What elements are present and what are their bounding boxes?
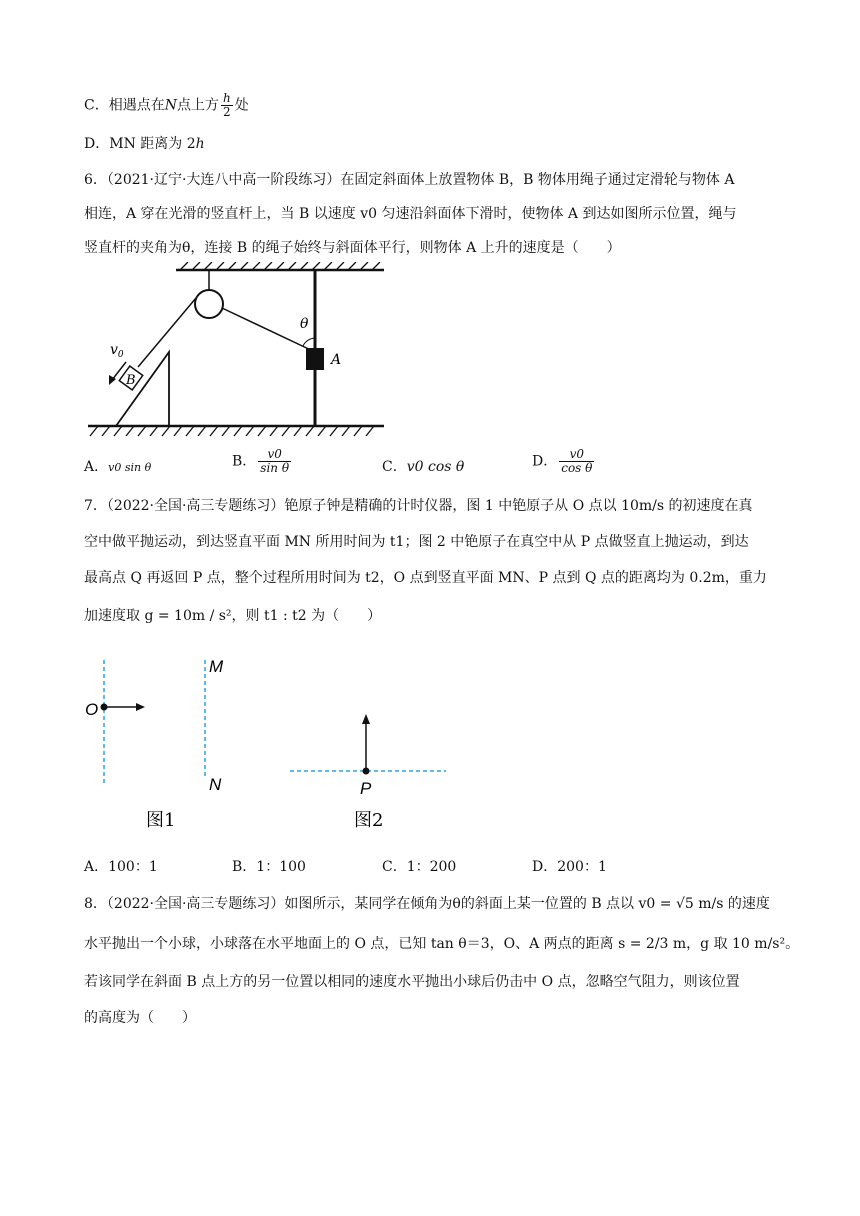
- q6-line-3: 竖直杆的夹角为θ，连接 B 的绳子始终与斜面体平行，则物体 A 上升的速度是（ ）: [84, 240, 621, 256]
- option-label: C．: [382, 459, 407, 475]
- incline: [116, 352, 169, 426]
- fraction: [258, 448, 291, 475]
- q7-option-a: A．100：1: [84, 859, 158, 875]
- option-label: B．: [232, 453, 257, 470]
- text: 相遇点在: [108, 97, 165, 114]
- option-text: v0 cos θ: [406, 459, 465, 475]
- caption-fig1: 图1: [146, 810, 176, 831]
- q6-pulley-figure: [84, 262, 384, 442]
- q7-option-d: D．200：1: [532, 859, 607, 875]
- option-label: D．: [532, 453, 558, 470]
- frac-den: sin θ: [260, 461, 290, 475]
- q7-option-b: B．1：100: [232, 859, 306, 875]
- floor-hatch: [90, 426, 374, 436]
- theta-arc: [303, 338, 315, 346]
- text: 处: [234, 97, 249, 114]
- q6-option-d: [532, 448, 596, 475]
- label-theta: θ: [300, 316, 309, 332]
- q6-option-c: [382, 456, 464, 476]
- q7-figure-1: [84, 652, 254, 842]
- q7-line-2: 空中做平抛运动，到达竖直平面 MN 所用时间为 t1；图 2 中铯原子在真空中从 P 点做竖直上抛运动，到达: [84, 534, 749, 550]
- q5-option-c: [84, 92, 249, 119]
- q6-line-1: 6．（2021·辽宁·大连八中高一阶段练习）在固定斜面体上放置物体 B，B 物体用绳子通过定滑轮与物体 A: [84, 172, 735, 188]
- q7-figure-2: [288, 700, 458, 840]
- q6-option-a: [84, 456, 151, 476]
- text: MN 距离为 2: [109, 136, 196, 152]
- label-a: A: [331, 352, 342, 368]
- option-label: A．: [84, 459, 109, 475]
- frac-num: h: [222, 91, 231, 105]
- label-n: N: [209, 775, 222, 794]
- q8-line-4: 的高度为（ ）: [84, 1010, 196, 1026]
- option-label: D．: [84, 136, 110, 152]
- q6-line-2: 相连，A 穿在光滑的竖直杆上，当 B 以速度 v0 匀速沿斜面体下滑时，使物体 A 到达如图所示位置，绳与: [84, 206, 737, 222]
- rope-to-b: [138, 298, 196, 367]
- q7-option-c: C．1：200: [382, 859, 457, 875]
- frac-num: v0: [559, 448, 594, 462]
- q7-line-4: 加速度取 g = 10m / s²，则 t1 : t2 为（ ）: [84, 608, 382, 624]
- frac-num: v0: [258, 448, 291, 462]
- pulley-wheel: [195, 290, 223, 318]
- label-b: B: [126, 373, 136, 388]
- q7-line-1: 7．（2022·全国·高三专题练习）铯原子钟是精确的计时仪器，图 1 中铯原子从 O 点以 10m/s 的初速度在真: [84, 498, 753, 514]
- label-v0: $v_0$: [110, 342, 124, 360]
- arrowhead-p: [362, 714, 370, 724]
- var-h: h: [195, 136, 205, 152]
- option-text: v0 sin θ: [108, 461, 152, 474]
- q5-option-d: [84, 134, 205, 154]
- q8-line-3: 若该同学在斜面 B 点上方的另一位置以相同的速度水平抛出小球后仍击中 O 点，忽略空气阻力，则该位置: [84, 974, 740, 990]
- frac-den: 2: [223, 105, 231, 119]
- arrowhead-o: [136, 703, 145, 711]
- q7-line-3: 最高点 Q 再返回 P 点，整个过程所用时间为 t2，O 点到竖直平面 MN、P 点到 Q 点的距离均为 0.2m，重力: [84, 570, 767, 586]
- q8-line-1: 8．（2022·全国·高三专题练习）如图所示，某同学在倾角为θ的斜面上某一位置的 B 点以 v0 = √5 m/s 的速度: [84, 896, 770, 912]
- var-n: N: [164, 97, 177, 114]
- label-m: M: [209, 657, 224, 676]
- label-p: P: [360, 779, 372, 798]
- fraction: [559, 448, 594, 475]
- fraction-h-over-2: [221, 92, 233, 119]
- caption-fig2: 图2: [354, 810, 384, 831]
- text: 点上方: [176, 97, 219, 114]
- option-label: C．: [84, 97, 109, 114]
- block-a: [306, 348, 324, 370]
- q6-option-b: [232, 448, 293, 475]
- q8-line-2: 水平抛出一个小球，小球落在水平地面上的 O 点，已知 tan θ＝3，O、A 两点的距离 s = 2/3 m，g 取 10 m/s²。: [84, 936, 800, 952]
- label-o: O: [85, 700, 99, 719]
- frac-den: cos θ: [561, 461, 593, 475]
